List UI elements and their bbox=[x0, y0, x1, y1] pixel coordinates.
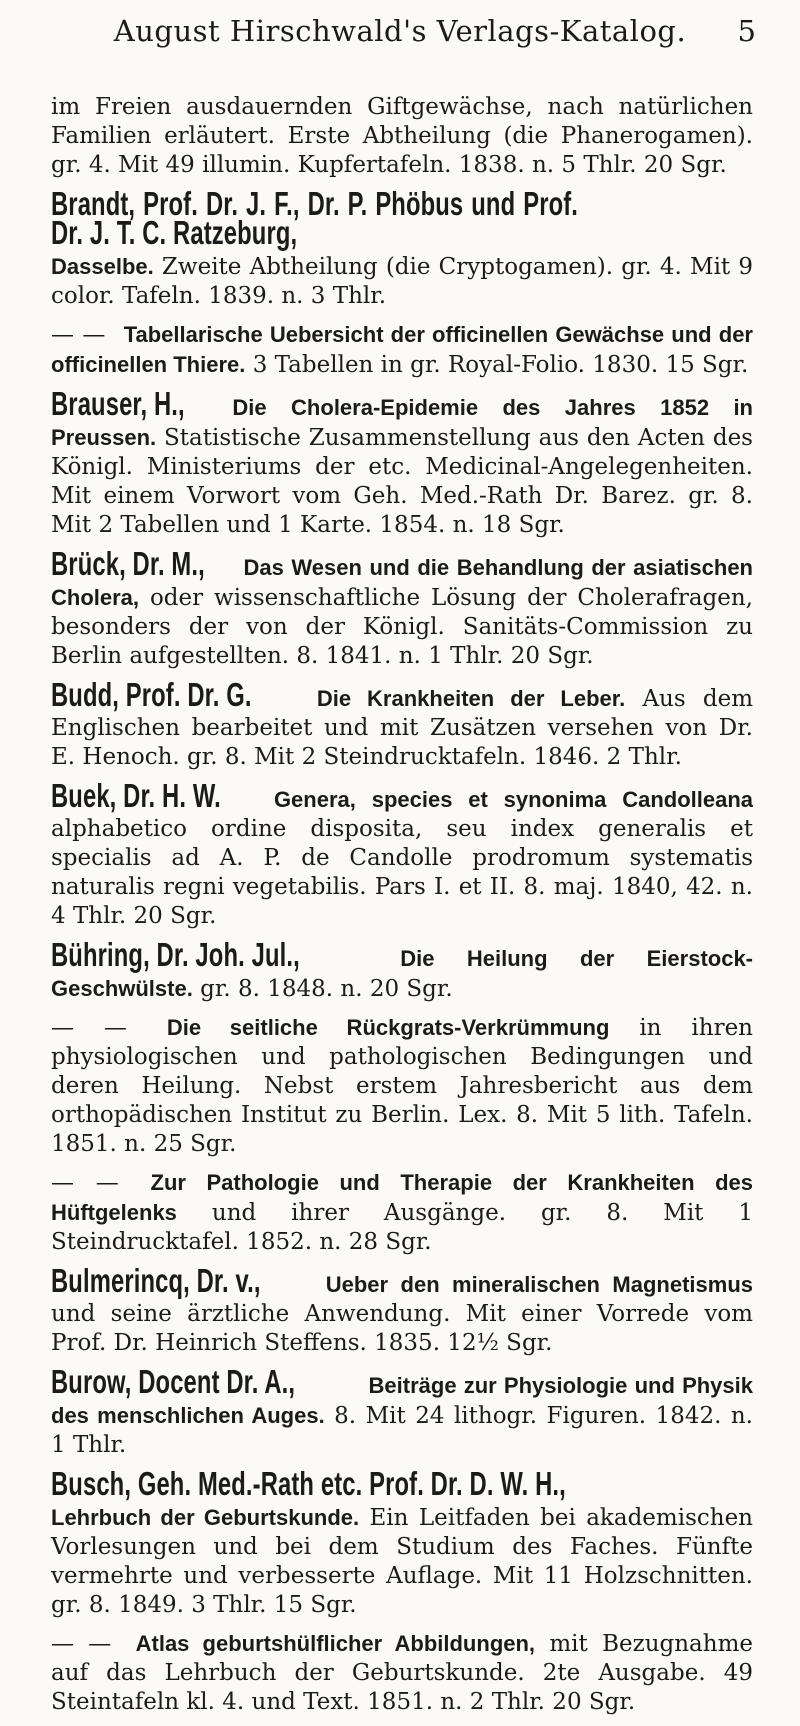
entry-title: Tabellarische Uebersicht der officinellen Gewächse und der officinellen Thiere. bbox=[51, 322, 753, 377]
catalog-entries bbox=[51, 93, 753, 1726]
entry-details: oder wissenschaftliche Lösung der Cholerafragen, besonders der von der Königl. Sanitäts-Commission zu Berlin aufgestellten. 8. 1841. n. 1 Thlr. 20 Sgr. bbox=[51, 585, 753, 669]
entry-details: Aus dem Englischen bearbeitet und mit Zusätzen versehen von Dr. E. Henoch. gr. 8. Mit 2 Steindrucktafeln. 1846. 2 Thlr. bbox=[51, 686, 754, 770]
entry-details: alphabetico ordine disposita, seu index generalis et specialis ad A. P. de Candolle prodromum systematis naturalis regni vegetabilis. Pars I. et II. 8. maj. 1840, 42. n. 4 Thlr. 20 Sgr. bbox=[51, 816, 753, 929]
entry-title: Die Cholera-Epidemie des Jahres 1852 in Preussen. bbox=[51, 395, 753, 450]
catalog-entry bbox=[51, 93, 753, 180]
entry-details: Zweite Abtheilung (die Cryptogamen). gr. 4. Mit 9 color. Tafeln. 1839. n. 3 Thlr. bbox=[51, 254, 753, 309]
entry-title: Die Krankheiten der Leber. bbox=[316, 686, 626, 711]
entry-title: Das Wesen und die Behandlung der asiatischen Cholera, bbox=[51, 555, 753, 610]
entry-author: Bulmerincq, Dr. v., bbox=[51, 1262, 261, 1299]
entry-title: Genera, species et synonima Candolleana bbox=[273, 787, 754, 812]
catalog-entry bbox=[51, 1262, 754, 1358]
entry-author: Buek, Dr. H. W. bbox=[51, 777, 221, 814]
ditto-dash: — — bbox=[51, 1170, 119, 1196]
catalog-entry bbox=[51, 320, 753, 380]
catalog-entry bbox=[51, 676, 754, 772]
catalog-entry bbox=[51, 1363, 754, 1460]
catalog-entry bbox=[51, 385, 753, 540]
running-head bbox=[0, 14, 800, 54]
entry-author: Burow, Docent Dr. A., bbox=[51, 1363, 296, 1400]
entry-title: Beiträge zur Physiologie und Physik des menschlichen Auges. bbox=[51, 1373, 754, 1428]
page-number: 5 bbox=[737, 14, 756, 48]
entry-author: Bühring, Dr. Joh. Jul., bbox=[51, 936, 300, 973]
entry-details: mit Bezugnahme auf das Lehrbuch der Geburtskunde. 2te Ausgabe. 49 Steintafeln kl. 4. und Text. 1851. n. 2 Thlr. 20 Sgr. bbox=[51, 1631, 754, 1715]
entry-title: Lehrbuch der Geburtskunde. bbox=[51, 1505, 360, 1530]
catalog-entry bbox=[51, 936, 754, 1004]
entry-author: Brück, Dr. M., bbox=[51, 545, 205, 582]
ditto-dash: — — bbox=[51, 1015, 127, 1041]
entry-details: im Freien ausdauernden Giftgewächse, nach natürlichen Familien erläutert. Erste Abtheilung (die Phanerogamen). gr. 4. Mit 49 illumin. Kupfertafeln. 1838. n. 5 Thlr. 20 Sgr. bbox=[51, 94, 753, 178]
entry-details: und seine ärztliche Anwendung. Mit einer Vorrede vom Prof. Dr. Heinrich Steffens. 1835. 12½ Sgr. bbox=[51, 1301, 753, 1356]
entry-title: Die Heilung der Eierstock-Geschwülste. bbox=[51, 946, 754, 1001]
entry-details: Statistische Zusammenstellung aus den Acten des Königl. Ministeriums der etc. Medicinal-Angelegenheiten. Mit einem Vorwort vom Geh. Med.-Rath Dr. Barez. gr. 8. Mit 2 Tabellen und 1 Karte. 1854. n. 18 Sgr. bbox=[51, 425, 753, 538]
entry-details: gr. 8. 1848. n. 20 Sgr. bbox=[200, 976, 453, 1002]
catalog-entry bbox=[51, 1629, 753, 1717]
ditto-dash: — — bbox=[51, 322, 106, 348]
entry-details: Ein Leitfaden bei akademischen Vorlesungen und bei dem Studium des Faches. Fünfte vermehrte und verbesserte Auflage. Mit 11 Holzschnitten. gr. 8. 1849. 3 Thlr. 15 Sgr. bbox=[51, 1505, 753, 1618]
entry-details: 8. Mit 24 lithogr. Figuren. 1842. n. 1 Thlr. bbox=[51, 1403, 753, 1458]
catalog-entry bbox=[51, 777, 754, 931]
ditto-dash: — — bbox=[51, 1631, 112, 1657]
entry-details: 3 Tabellen in gr. Royal-Folio. 1830. 15 Sgr. bbox=[252, 352, 749, 378]
entry-author: Brauser, H., bbox=[51, 385, 185, 422]
entry-title: Die seitliche Rückgrats-Verkrümmung bbox=[166, 1015, 610, 1040]
entry-title: Dasselbe. bbox=[51, 254, 154, 279]
entry-title: Ueber den mineralischen Magnetismus bbox=[325, 1272, 754, 1297]
catalog-entry bbox=[51, 1465, 753, 1620]
catalog-entry bbox=[51, 185, 753, 311]
entry-details: und ihrer Ausgänge. gr. 8. Mit 1 Steindrucktafel. 1852. n. 28 Sgr. bbox=[51, 1200, 753, 1255]
entry-author: Budd, Prof. Dr. G. bbox=[51, 676, 252, 713]
entry-title: Atlas geburtshülflicher Abbildungen, bbox=[135, 1631, 536, 1656]
catalog-entry bbox=[51, 1013, 753, 1159]
entry-author: Brandt, Prof. Dr. J. F., Dr. P. Phöbus und Prof. Dr. J. T. C. Ratzeburg, bbox=[51, 185, 579, 251]
catalog-entry bbox=[51, 1168, 753, 1257]
catalog-entry bbox=[51, 545, 753, 671]
entry-title: Zur Pathologie und Therapie der Krankheiten des Hüftgelenks bbox=[51, 1170, 753, 1225]
entry-details: in ihren physiologischen und pathologischen Bedingungen und deren Heilung. Nebst erstem Jahresbericht aus dem orthopädischen Institut zu Berlin. Lex. 8. Mit 5 lith. Tafeln. 1851. n. 25 Sgr. bbox=[51, 1015, 754, 1157]
running-title: August Hirschwald's Verlags-Katalog. bbox=[113, 14, 687, 48]
entry-author: Busch, Geh. Med.-Rath etc. Prof. Dr. D. W. H., bbox=[51, 1465, 566, 1502]
